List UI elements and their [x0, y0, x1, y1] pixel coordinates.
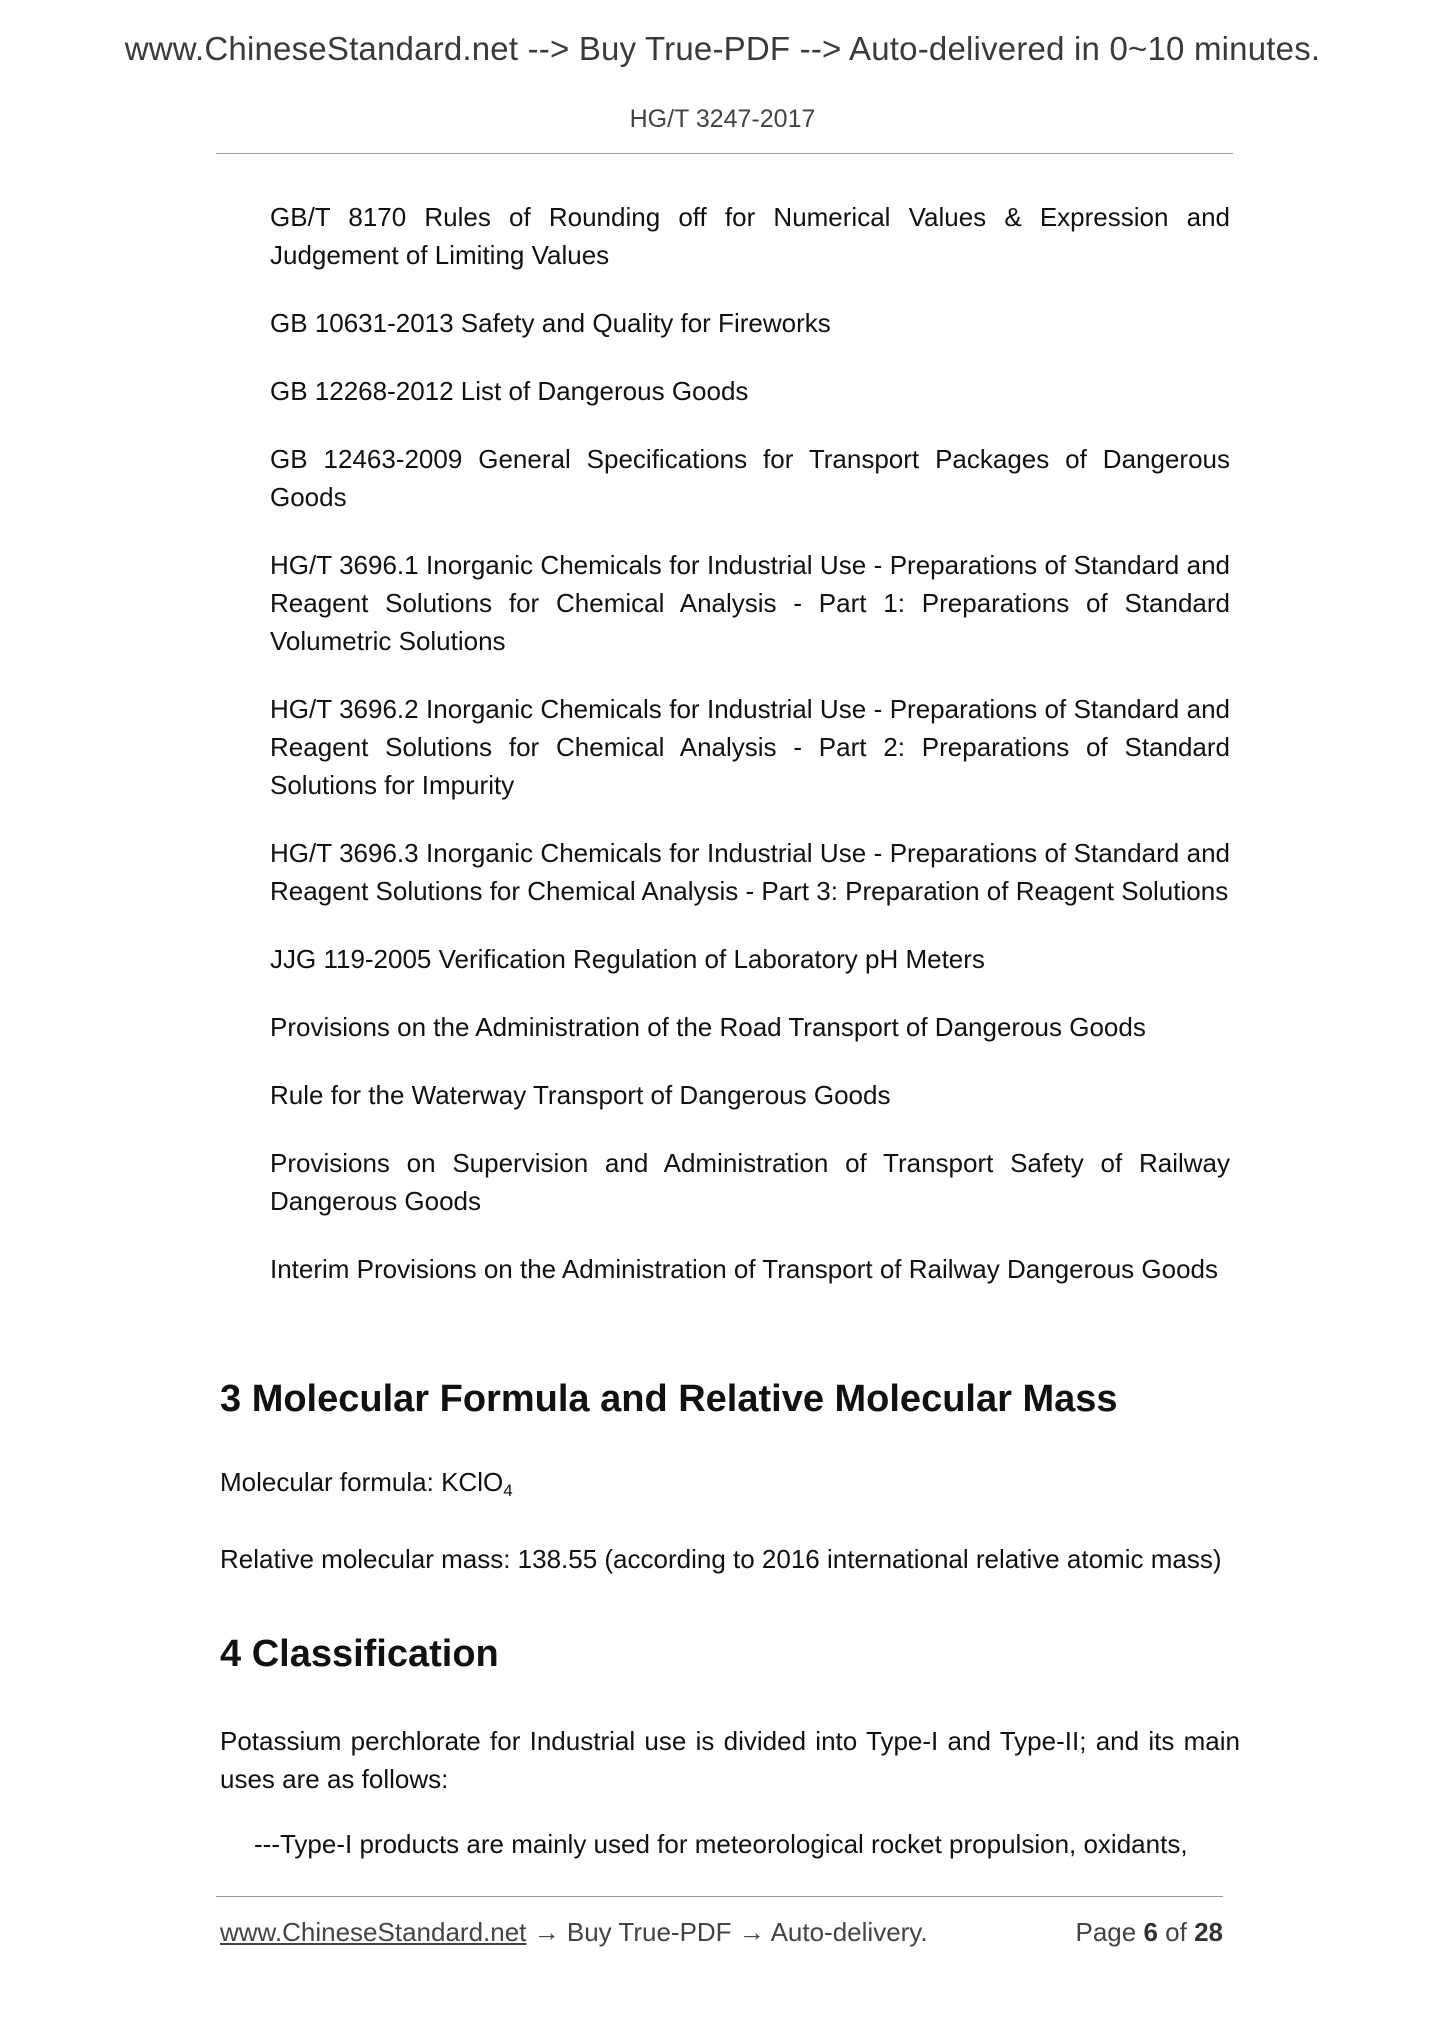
- reference-item: GB 12463-2009 General Specifications for Transport Packages of Dangerous Goods: [270, 444, 1230, 512]
- section-3: [220, 1378, 1240, 1578]
- reference-item: GB/T 8170 Rules of Rounding off for Numerical Values & Expression and Judgement of Limiting Values: [270, 202, 1230, 270]
- reference-item: Provisions on Supervision and Administration of Transport Safety of Railway Dangerous Goods: [270, 1148, 1230, 1216]
- page-counter: [1075, 1917, 1223, 1948]
- page-footer: [220, 1917, 1223, 1948]
- section-3-heading: 3 Molecular Formula and Relative Molecular Mass: [220, 1378, 1118, 1420]
- page-label: Page: [1075, 1917, 1137, 1947]
- page-number: 6: [1143, 1917, 1158, 1947]
- header-divider: [216, 153, 1233, 154]
- website-link[interactable]: www.ChineseStandard.net: [220, 1917, 527, 1947]
- formula-subscript: 4: [503, 1481, 513, 1500]
- reference-item: JJG 119-2005 Verification Regulation of Laboratory pH Meters: [270, 944, 985, 974]
- footer-divider: [216, 1896, 1223, 1897]
- of-label: of: [1165, 1917, 1187, 1947]
- classification-intro: Potassium perchlorate for Industrial use is divided into Type-I and Type-II; and its main uses are as follows:: [220, 1726, 1240, 1794]
- formula-label: Molecular formula: KClO: [220, 1467, 504, 1497]
- document-code: HG/T 3247-2017: [629, 105, 816, 133]
- footer-tagline: → Buy True-PDF → Auto-delivery.: [526, 1917, 928, 1947]
- top-banner: www.ChineseStandard.net --> Buy True-PDF --> Auto-delivered in 0~10 minutes.: [124, 30, 1321, 67]
- section-4-heading: 4 Classification: [220, 1633, 499, 1675]
- molecular-formula: [220, 1463, 1240, 1510]
- reference-item: GB 10631-2013 Safety and Quality for Fireworks: [270, 308, 831, 338]
- reference-item: GB 12268-2012 List of Dangerous Goods: [270, 376, 749, 406]
- reference-item: Provisions on the Administration of the Road Transport of Dangerous Goods: [270, 1012, 1146, 1042]
- section-4: [220, 1633, 1240, 1863]
- reference-item: Rule for the Waterway Transport of Dangerous Goods: [270, 1080, 891, 1110]
- reference-item: HG/T 3696.1 Inorganic Chemicals for Industrial Use - Preparations of Standard and Reagent Solutions for Chemical Analysis - Part 1: Preparations of Standard Volumetric Solutions: [270, 550, 1230, 656]
- page-total: 28: [1194, 1917, 1223, 1947]
- reference-item: HG/T 3696.3 Inorganic Chemicals for Industrial Use - Preparations of Standard and Reagent Solutions for Chemical Analysis - Part 3: Preparation of Reagent Solutions: [270, 838, 1230, 906]
- reference-item: HG/T 3696.2 Inorganic Chemicals for Industrial Use - Preparations of Standard and Reagent Solutions for Chemical Analysis - Part 2: Preparations of Standard Solutions for Impurity: [270, 694, 1230, 800]
- reference-item: Interim Provisions on the Administration of Transport of Railway Dangerous Goods: [270, 1254, 1219, 1284]
- type-1-description: ---Type-I products are mainly used for meteorological rocket propulsion, oxidants,: [254, 1829, 1188, 1859]
- normative-references-list: [270, 198, 1230, 1318]
- molecular-mass: Relative molecular mass: 138.55 (according to 2016 international relative atomic mass): [220, 1544, 1222, 1574]
